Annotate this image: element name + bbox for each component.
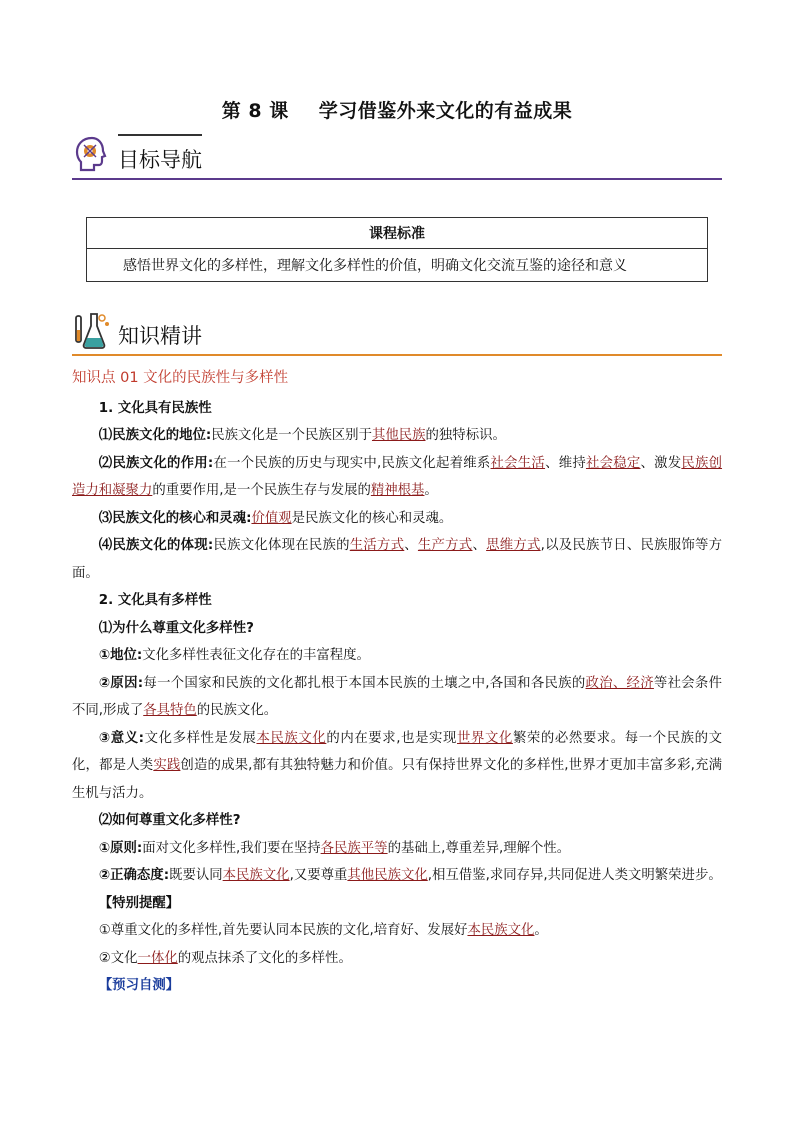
paragraph-function: ⑵民族文化的作用:在一个民族的历史与现实中,民族文化起着维系社会生活、维持社会稳定、激发民族创造力和凝聚力的重要作用,是一个民族生存与发展的精神根基。 bbox=[72, 455, 723, 498]
paragraph-diversity-meaning: ③意义:文化多样性是发展本民族文化的内在要求,也是实现世界文化繁荣的必然要求。每一个民族的文化，都是人类实践创造的成果,都有其独特魅力和价值。只有保持世界文化的多样性,世界才更加丰富多彩,充满生机与活力。 bbox=[72, 730, 723, 801]
knowledge-content bbox=[72, 365, 722, 1000]
lesson-number: 第 8 课 bbox=[221, 100, 289, 122]
section-label: 知识精讲 bbox=[118, 324, 202, 348]
question-why: ⑴为什么尊重文化多样性? bbox=[98, 620, 254, 636]
reminder-item-1: ①尊重文化的多样性,首先要认同本民族的文化,培育好、发展好本民族文化。 bbox=[98, 923, 548, 938]
reminder-item-2: ②文化一体化的观点抹杀了文化的多样性。 bbox=[98, 950, 352, 966]
section-knowledge bbox=[72, 310, 722, 354]
flask-icon bbox=[72, 310, 112, 350]
section-goal-navigation bbox=[72, 134, 722, 178]
paragraph-principle: ①原则:面对文化多样性,我们要在坚持各民族平等的基础上,尊重差异,理解个性。 bbox=[98, 840, 571, 856]
lesson-title bbox=[0, 96, 794, 123]
knowledge-point-heading: 知识点 01 文化的民族性与多样性 bbox=[72, 370, 289, 386]
paragraph-attitude: ②正确态度:既要认同本民族文化,又要尊重其他民族文化,相互借鉴,求同存异,共同促进人类文明繁荣进步。 bbox=[98, 868, 722, 883]
paragraph-diversity-status: ①地位:文化多样性表征文化存在的丰富程度。 bbox=[98, 648, 370, 663]
section-rule bbox=[72, 178, 722, 180]
brain-head-icon bbox=[72, 134, 112, 174]
curriculum-standard-table bbox=[86, 217, 708, 282]
preview-test-heading: 【预习自测】 bbox=[98, 978, 180, 993]
section-top-line bbox=[118, 134, 202, 136]
paragraph-diversity-reason: ②原因:每一个国家和民族的文化都扎根于本国本民族的土壤之中,各国和各民族的政治、经济等社会条件不同,形成了各具特色的民族文化。 bbox=[72, 675, 722, 718]
question-how: ⑵如何尊重文化多样性? bbox=[98, 813, 241, 828]
paragraph-embodiment: ⑷民族文化的体现:民族文化体现在民族的生活方式、生产方式、思维方式,以及民族节日、民族服饰等方面。 bbox=[72, 538, 723, 581]
subheading-nationality: 1. 文化具有民族性 bbox=[98, 400, 212, 416]
paragraph-core: ⑶民族文化的核心和灵魂:价值观是民族文化的核心和灵魂。 bbox=[98, 510, 453, 526]
standard-body: 感悟世界文化的多样性，理解文化多样性的价值，明确文化交流互鉴的途径和意义 bbox=[87, 249, 708, 282]
standard-header: 课程标准 bbox=[87, 218, 708, 249]
special-reminder-heading: 【特别提醒】 bbox=[98, 895, 180, 911]
subheading-diversity: 2. 文化具有多样性 bbox=[98, 593, 212, 608]
lesson-name: 学习借鉴外来文化的有益成果 bbox=[318, 100, 573, 122]
section-label: 目标导航 bbox=[118, 148, 202, 172]
paragraph-status: ⑴民族文化的地位:民族文化是一个民族区别于其他民族的独特标识。 bbox=[98, 428, 506, 443]
section-rule bbox=[72, 354, 722, 356]
